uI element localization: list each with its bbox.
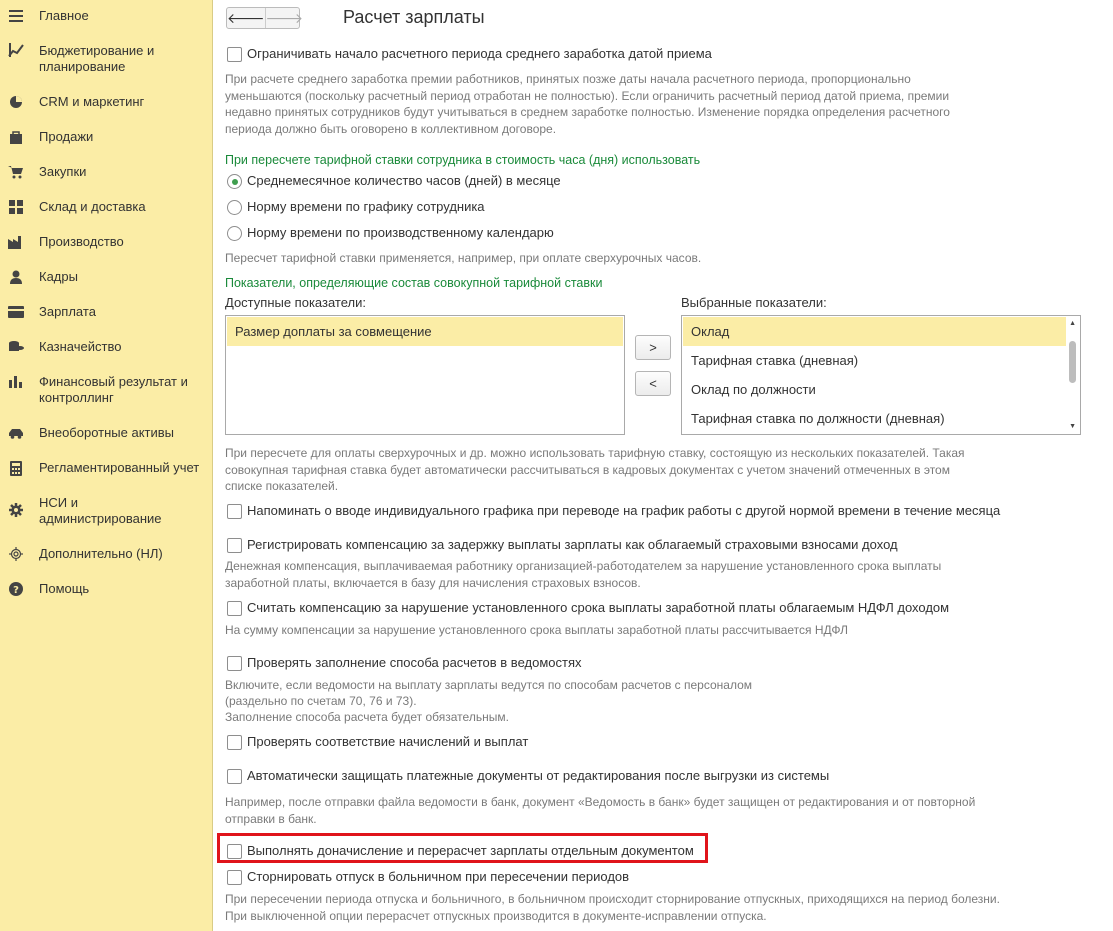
sidebar-item-label: Регламентированный учет [39, 460, 200, 475]
radio-average-monthly[interactable] [227, 174, 242, 189]
list-item[interactable]: Размер доплаты за совмещение [227, 317, 623, 346]
sidebar-item-label: Продажи [39, 129, 94, 144]
sidebar-item-purchases[interactable] [0, 163, 212, 181]
bar-chart-icon [8, 373, 24, 389]
sidebar-item-label: Помощь [39, 581, 90, 596]
remind-schedule-checkbox[interactable] [227, 504, 242, 519]
storno-vacation-checkbox[interactable] [227, 870, 242, 885]
page-title: Расчет зарплаты [343, 7, 485, 27]
limit-start-checkbox[interactable] [227, 47, 242, 62]
gear-icon [8, 502, 24, 518]
radio-employee-schedule-label[interactable]: Норму времени по графику сотрудника [247, 199, 485, 214]
sidebar-item-label: НСИ и администрирование [39, 495, 162, 526]
list-item[interactable]: Тарифная ставка по должности (дневная) [691, 411, 945, 426]
add-indicator-button[interactable]: > [635, 335, 671, 360]
sidebar-item-label: Дополнительно (НЛ) [39, 546, 163, 561]
sidebar-item-label: Кадры [39, 269, 78, 284]
bag-icon [8, 129, 24, 145]
main-content [213, 0, 1113, 931]
list-item[interactable]: Тарифная ставка (дневная) [691, 353, 859, 368]
separate-recalc-label[interactable]: Выполнять доначисление и перерасчет зарплаты отдельным документом [247, 843, 694, 858]
compensation-ndfl-checkbox[interactable] [227, 601, 242, 616]
menu-icon [8, 8, 24, 24]
sidebar-item-additional[interactable] [0, 545, 212, 563]
check-payment-method-hint-2: (раздельно по счетам 70, 76 и 73). [225, 694, 417, 708]
arrow-left-icon: 🡐 [227, 9, 265, 26]
sidebar-item-treasury[interactable] [0, 338, 212, 356]
pie-chart-icon [8, 94, 24, 110]
sidebar-item-label: Финансовый результат и контроллинг [39, 374, 188, 405]
list-item[interactable]: Оклад [683, 317, 1066, 346]
wallet-icon [8, 304, 24, 320]
coins-icon [8, 339, 24, 355]
gear-outline-icon [8, 546, 24, 562]
remove-indicator-button[interactable]: < [635, 371, 671, 396]
sidebar-item-hr[interactable] [0, 268, 212, 286]
limit-start-hint: При расчете среднего заработка премии работников, принятых позже даты начала расчетного периода, пропорционально уменьшаются (поскольку расчетный период отработан не полностью). Если ограничить расчетный период датой приема, премии недавно принятых сотрудников будут учитываться в среднем заработке полностью. Изменение порядка определения расчетного периода должно быть оговорено в коллективном договоре. [225, 72, 950, 136]
protect-docs-hint: Например, после отправки файла ведомости в банк, документ «Ведомость в банк» будет защищен от редактирования и от повторной отправки в банк. [225, 795, 976, 826]
sidebar-item-salary[interactable] [0, 303, 212, 321]
sidebar-item-sales[interactable] [0, 128, 212, 146]
arrow-right-icon: 🡒 [265, 9, 304, 26]
cart-icon [8, 164, 24, 180]
check-accruals-checkbox[interactable] [227, 735, 242, 750]
radio-average-monthly-label[interactable]: Среднемесячное количество часов (дней) в месяце [247, 173, 561, 188]
sidebar-item-label: CRM и маркетинг [39, 94, 145, 109]
sidebar-item-crm[interactable] [0, 93, 212, 111]
scroll-down-icon[interactable]: ▼ [1069, 423, 1076, 430]
sidebar-item-warehouse[interactable] [0, 198, 212, 216]
sidebar-item-label: Бюджетирование и планирование [39, 43, 155, 74]
selected-indicators-label: Выбранные показатели: [681, 295, 827, 310]
list-item[interactable]: Оклад по должности [691, 382, 816, 397]
forward-button[interactable] [266, 8, 304, 28]
compensation-insurance-label[interactable]: Регистрировать компенсацию за задержку выплаты зарплаты как облагаемый страховыми взносами доход [247, 537, 898, 552]
compensation-ndfl-hint: На сумму компенсации за нарушение установленного срока выплаты заработной платы рассчитывается НДФЛ [225, 623, 848, 637]
sidebar-item-help[interactable] [0, 580, 212, 598]
check-payment-method-hint-1: Включите, если ведомости на выплату зарплаты ведутся по способам расчетов с персоналом [225, 678, 753, 692]
radio-production-calendar[interactable] [227, 226, 242, 241]
compensation-ndfl-label[interactable]: Считать компенсацию за нарушение установленного срока выплаты заработной платы облагаемым НДФЛ доходом [247, 600, 950, 615]
sidebar-item-main[interactable] [0, 7, 212, 25]
check-accruals-label[interactable]: Проверять соответствие начислений и выплат [247, 734, 529, 749]
storno-vacation-hint: При пересечении периода отпуска и больничного, в больничном происходит сторнирование отпускных, приходящихся на период болезни. При выключенной опции перерасчет отпускных производится в документе-исправлении отпуска. [225, 892, 1000, 923]
radio-employee-schedule[interactable] [227, 200, 242, 215]
check-payment-method-label[interactable]: Проверять заполнение способа расчетов в ведомостях [247, 655, 582, 670]
sidebar-item-label: Склад и доставка [39, 199, 146, 214]
sidebar-item-label: Внеоборотные активы [39, 425, 175, 440]
check-payment-method-hint-3: Заполнение способа расчета будет обязательным. [225, 710, 509, 724]
sidebar-item-label: Производство [39, 234, 124, 249]
sidebar-item-fixed-assets[interactable] [0, 424, 212, 442]
history-nav [226, 7, 304, 29]
sidebar-item-label: Казначейство [39, 339, 122, 354]
indicators-heading: Показатели, определяющие состав совокупной тарифной ставки [225, 276, 603, 290]
back-button[interactable] [227, 8, 266, 28]
sidebar-item-label: Главное [39, 8, 89, 23]
sidebar-item-label: Закупки [39, 164, 87, 179]
list-scrollbar[interactable] [1067, 317, 1079, 433]
available-indicators-label: Доступные показатели: [225, 295, 366, 310]
separate-recalc-checkbox[interactable] [227, 844, 242, 859]
scroll-up-icon[interactable]: ▲ [1069, 320, 1076, 327]
compensation-insurance-hint: Денежная компенсация, выплачиваемая работнику организацией-работодателем за нарушение установленного срока выплаты заработной платы, включается в базу для начисления страховых взносов. [225, 559, 942, 590]
calculator-icon [8, 460, 24, 476]
sidebar [0, 0, 213, 931]
budget-icon [8, 42, 24, 58]
rate-recalc-heading: При пересчете тарифной ставки сотрудника в стоимость часа (дня) использовать [225, 153, 701, 167]
car-icon [8, 425, 24, 441]
person-icon [8, 269, 24, 285]
selected-indicators-list[interactable] [681, 315, 1081, 435]
rate-recalc-hint: Пересчет тарифной ставки применяется, например, при оплате сверхурочных часов. [225, 251, 702, 265]
storno-vacation-label[interactable]: Сторнировать отпуск в больничном при пересечении периодов [247, 869, 630, 884]
compensation-insurance-checkbox[interactable] [227, 538, 242, 553]
available-indicators-list[interactable] [225, 315, 625, 435]
svg-text:?: ? [13, 585, 19, 596]
help-icon [8, 581, 24, 597]
sidebar-item-financial-result[interactable] [0, 373, 212, 407]
warehouse-icon [8, 199, 24, 215]
protect-docs-checkbox[interactable] [227, 769, 242, 784]
radio-production-calendar-label[interactable]: Норму времени по производственному календарю [247, 225, 554, 240]
protect-docs-label[interactable]: Автоматически защищать платежные документы от редактирования после выгрузки из системы [247, 768, 830, 783]
limit-start-label[interactable]: Ограничивать начало расчетного периода среднего заработка датой приема [247, 46, 712, 61]
factory-icon [8, 234, 24, 250]
remind-schedule-label[interactable]: Напоминать о вводе индивидуального графика при переводе на график работы с другой нормой времени в течение месяца [247, 503, 1001, 518]
indicators-hint: При пересчете для оплаты сверхурочных и др. можно использовать тарифную ставку, состоящую из нескольких показателей. Такая совокупная тарифная ставка будет автоматически рассчитываться в кадровых документах с учетом значений отмеченных в этом списке показателей. [225, 446, 965, 493]
check-payment-method-checkbox[interactable] [227, 656, 242, 671]
sidebar-item-production[interactable] [0, 233, 212, 251]
sidebar-item-label: Зарплата [39, 304, 96, 319]
sidebar-item-regulated-accounting[interactable] [0, 459, 212, 477]
scrollbar-thumb[interactable] [1069, 341, 1076, 383]
sidebar-item-budget[interactable] [0, 42, 212, 76]
sidebar-item-admin[interactable] [0, 494, 212, 528]
